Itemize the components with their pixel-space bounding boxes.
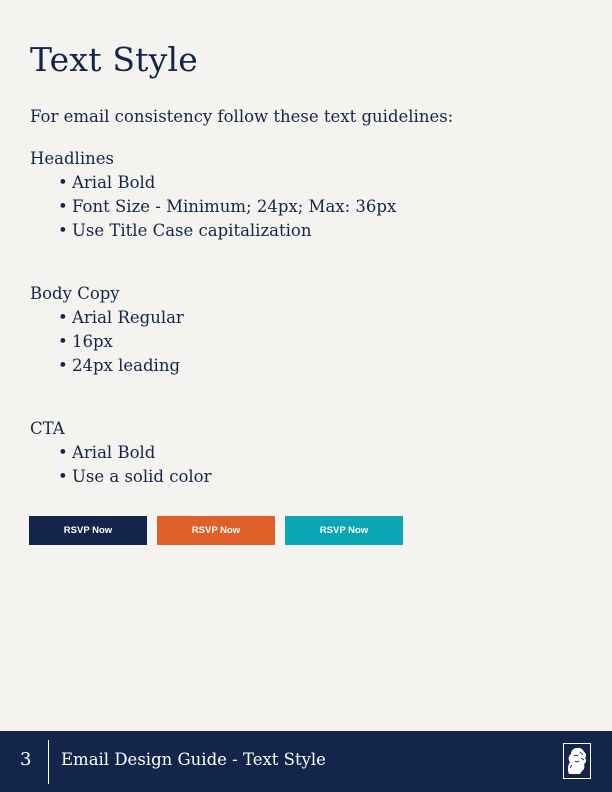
bullet-icon: • — [58, 332, 68, 351]
bullet-list — [30, 441, 212, 489]
list-item-text: 16px — [72, 332, 113, 351]
list-item — [58, 465, 212, 489]
list-item — [58, 195, 396, 219]
footer-divider — [48, 740, 49, 784]
section-headlines — [30, 147, 396, 243]
bullet-list — [30, 171, 396, 243]
section-body-copy — [30, 282, 184, 378]
list-item — [58, 306, 184, 330]
list-item — [58, 441, 212, 465]
rsvp-button-navy[interactable]: RSVP Now — [29, 516, 147, 545]
list-item — [58, 354, 184, 378]
page-number: 3 — [20, 749, 32, 770]
list-item-text: Use a solid color — [72, 467, 212, 486]
bullet-icon: • — [58, 356, 68, 375]
bullet-icon: • — [58, 308, 68, 327]
bullet-icon: • — [58, 197, 68, 216]
bullet-icon: • — [58, 467, 68, 486]
intro-text: For email consistency follow these text guidelines: — [30, 107, 454, 126]
bullet-icon: • — [58, 173, 68, 192]
list-item-text: 24px leading — [72, 356, 181, 375]
list-item — [58, 330, 184, 354]
list-item — [58, 219, 396, 243]
section-heading: Headlines — [30, 149, 114, 168]
section-cta — [30, 417, 212, 489]
rsvp-button-teal[interactable]: RSVP Now — [285, 516, 403, 545]
list-item-text: Use Title Case capitalization — [72, 221, 312, 240]
section-heading: CTA — [30, 419, 65, 438]
list-item-text: Arial Regular — [72, 308, 184, 327]
list-item-text: Font Size - Minimum; 24px; Max: 36px — [72, 197, 397, 216]
bullet-list — [30, 306, 184, 378]
rsvp-button-orange[interactable]: RSVP Now — [157, 516, 275, 545]
list-item-text: Arial Bold — [72, 443, 156, 462]
list-item — [58, 171, 396, 195]
list-item-text: Arial Bold — [72, 173, 156, 192]
page-title: Text Style — [30, 40, 198, 79]
bullet-icon: • — [58, 221, 68, 240]
cta-button-row — [29, 516, 403, 545]
footer-bar — [0, 731, 612, 792]
footer-title: Email Design Guide - Text Style — [61, 750, 326, 769]
section-heading: Body Copy — [30, 284, 120, 303]
lion-head-logo-icon — [563, 743, 591, 779]
bullet-icon: • — [58, 443, 68, 462]
